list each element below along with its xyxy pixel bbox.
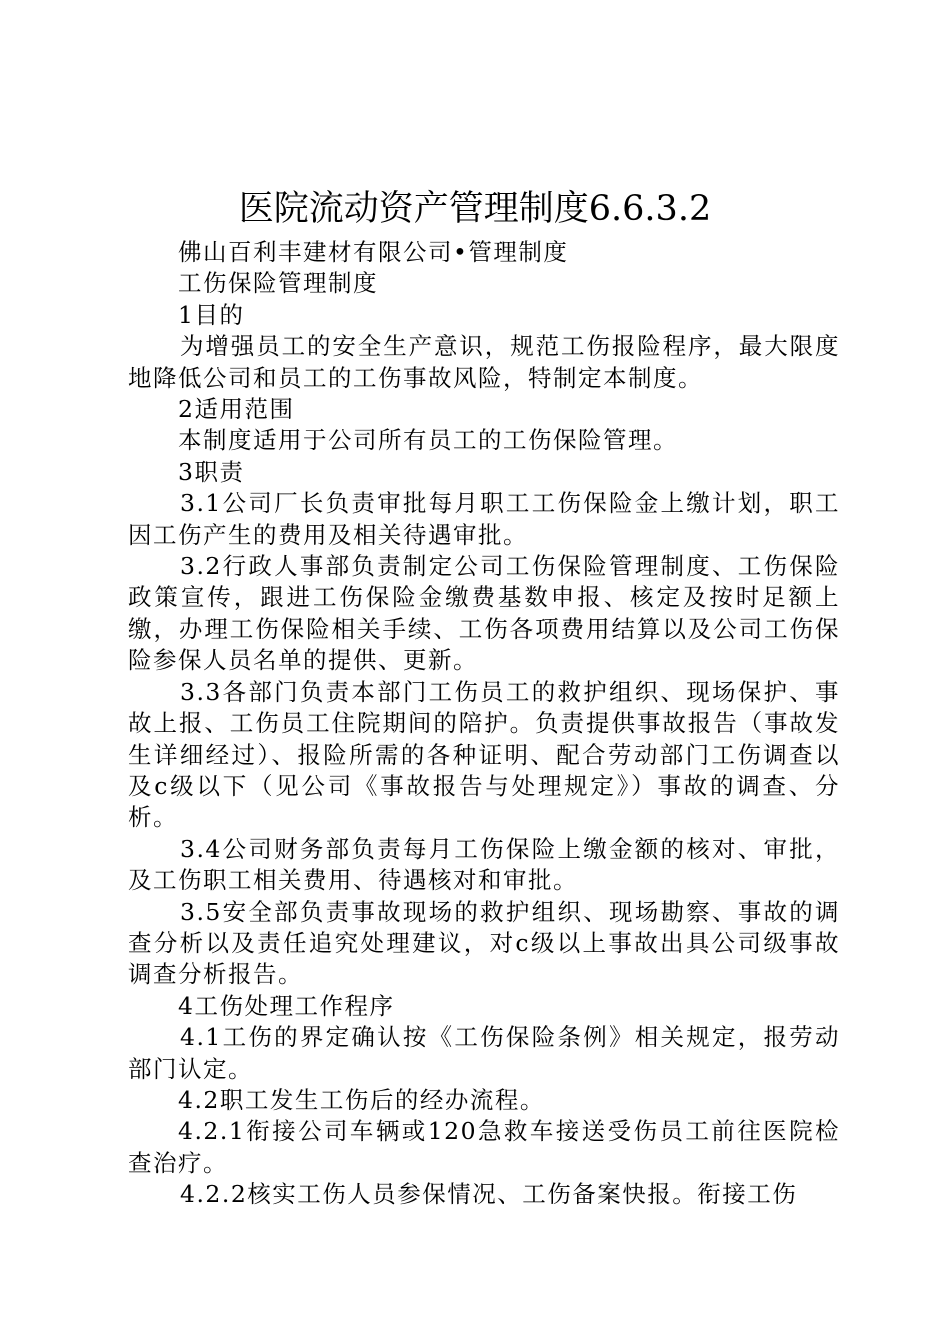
section-heading: 2适用范围 — [178, 395, 295, 424]
paragraph: 4.2.1衔接公司车辆或120急救车接送受伤员工前往医院检查治疗。 — [128, 1117, 840, 1177]
section-heading: 4工伤处理工作程序 — [178, 991, 395, 1020]
paragraph: 4.1工伤的界定确认按《工伤保险条例》相关规定，报劳动部门认定。 — [128, 1023, 840, 1083]
section-heading: 3职责 — [178, 457, 245, 486]
paragraph: 4.2.2核实工伤人员参保情况、工伤备案快报。衔接工伤 — [180, 1180, 798, 1209]
document-title: 医院流动资产管理制度6.6.3.2 — [238, 189, 712, 229]
paragraph: 为增强员工的安全生产意识，规范工伤报险程序，最大限度地降低公司和员工的工伤事故风险，特制定本制度。 — [128, 332, 840, 392]
paragraph: 3.3各部门负责本部门工伤员工的救护组织、现场保护、事故上报、工伤员工住院期间的陪护。负责提供事故报告（事故发生详细经过）、报险所需的各种证明、配合劳动部门工伤调查以及c级以下（见公司《事故报告与处理规定》）事故的调查、分析。 — [128, 677, 840, 832]
paragraph: 3.4公司财务部负责每月工伤保险上缴金额的核对、审批，及工伤职工相关费用、待遇核对和审批。 — [128, 834, 840, 895]
paragraph: 本制度适用于公司所有员工的工伤保险管理。 — [178, 426, 678, 455]
paragraph: 3.1公司厂长负责审批每月职工工伤保险金上缴计划，职工因工伤产生的费用及相关待遇审批。 — [128, 489, 840, 549]
paragraph: 3.5安全部负责事故现场的救护组织、现场勘察、事故的调查分析以及责任追究处理建议，对c级以上事故出具公司级事故调查分析报告。 — [128, 897, 840, 989]
paragraph: 4.2职工发生工伤后的经办流程。 — [178, 1085, 545, 1114]
paragraph: 3.2行政人事部负责制定公司工伤保险管理制度、工伤保险政策宣传，跟进工伤保险金缴费基数申报、核定及按时足额上缴，办理工伤保险相关手续、工伤各项费用结算以及公司工伤保险参保人员名单的提供、更新。 — [128, 552, 840, 675]
policy-title: 工伤保险管理制度 — [178, 269, 378, 298]
company-heading: 佛山百利丰建材有限公司•管理制度 — [178, 238, 569, 266]
section-heading: 1目的 — [178, 300, 245, 329]
document-body — [128, 237, 840, 1211]
